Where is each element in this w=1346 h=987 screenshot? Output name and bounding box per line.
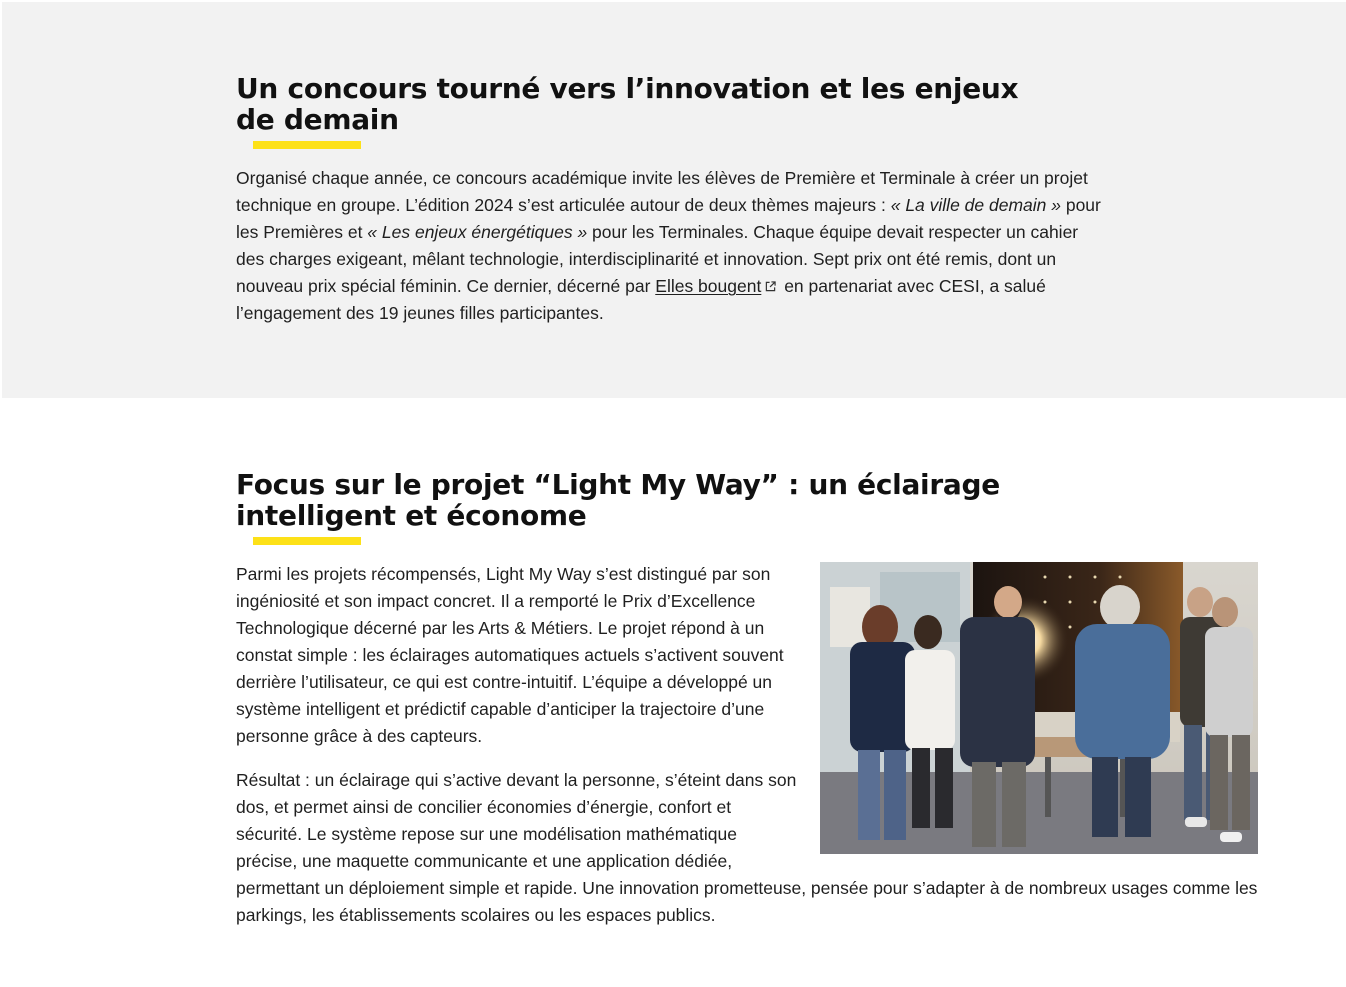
- elles-bougent-link[interactable]: Elles bougent: [655, 276, 762, 296]
- theme-ville-de-demain: « La ville de demain »: [890, 195, 1061, 215]
- external-link-icon[interactable]: [765, 273, 776, 284]
- contest-text-1: Organisé chaque année, ce concours académique invite les élèves de Première et Terminale à créer un projet technique en groupe. L’édition 2024 s’est articulée autour de deux thèmes majeurs :: [236, 168, 1088, 215]
- contest-text-4: en partenariat avec CESI, a salué l’engagement des 19 jeunes filles participantes.: [236, 276, 1046, 323]
- project-paragraph-2: Résultat : un éclairage qui s’active devant la personne, s’éteint dans son dos, et permet ainsi de concilier économies d’énergie, confort et sécurité. Le système repose sur une modélisation mathématique précise, une maquette communicante et une application dédiée, permettant un déploiement simple et rapide. Une innovation prometteuse, pensée pour s’adapter à de nombreux usages comme les parkings, les établissements scolaires ou les espaces publics.: [236, 770, 1258, 925]
- project-paragraph-1: Parmi les projets récompensés, Light My Way s’est distingué par son ingéniosité et son impact concret. Il a remporté le Prix d’Excellence Technologique décerné par les Arts & Métiers. Le projet répond à un constat simple : les éclairages automatiques actuels s’activent souvent derrière l’utilisateur, ce qui est contre-intuitif. L’équipe a développé un système intelligent et prédictif capable d’anticiper la trajectoire d’une personne grâce à des capteurs.: [236, 564, 784, 746]
- project-heading: Focus sur le projet “Light My Way” : un éclairage intelligent et économe: [236, 468, 1000, 532]
- contest-text-2: pour les Premières et: [236, 195, 1101, 242]
- heading-accent-bar: [253, 537, 361, 545]
- contest-text-3: pour les Terminales. Chaque équipe devait respecter un cahier des charges exigeant, mêlant technologie, interdisciplinarité et innovation. Sept prix ont été remis, dont un nouveau prix spécial féminin. Ce dernier, décerné par: [236, 222, 1079, 296]
- theme-enjeux-energetiques: « Les enjeux énergétiques »: [367, 222, 588, 242]
- project-photo: [820, 562, 1258, 854]
- contest-heading: Un concours tourné vers l’innovation et les enjeux de demain: [236, 72, 1019, 136]
- project-body: [236, 561, 1258, 929]
- contest-paragraph: [236, 165, 1106, 327]
- heading-accent-bar: [253, 141, 361, 149]
